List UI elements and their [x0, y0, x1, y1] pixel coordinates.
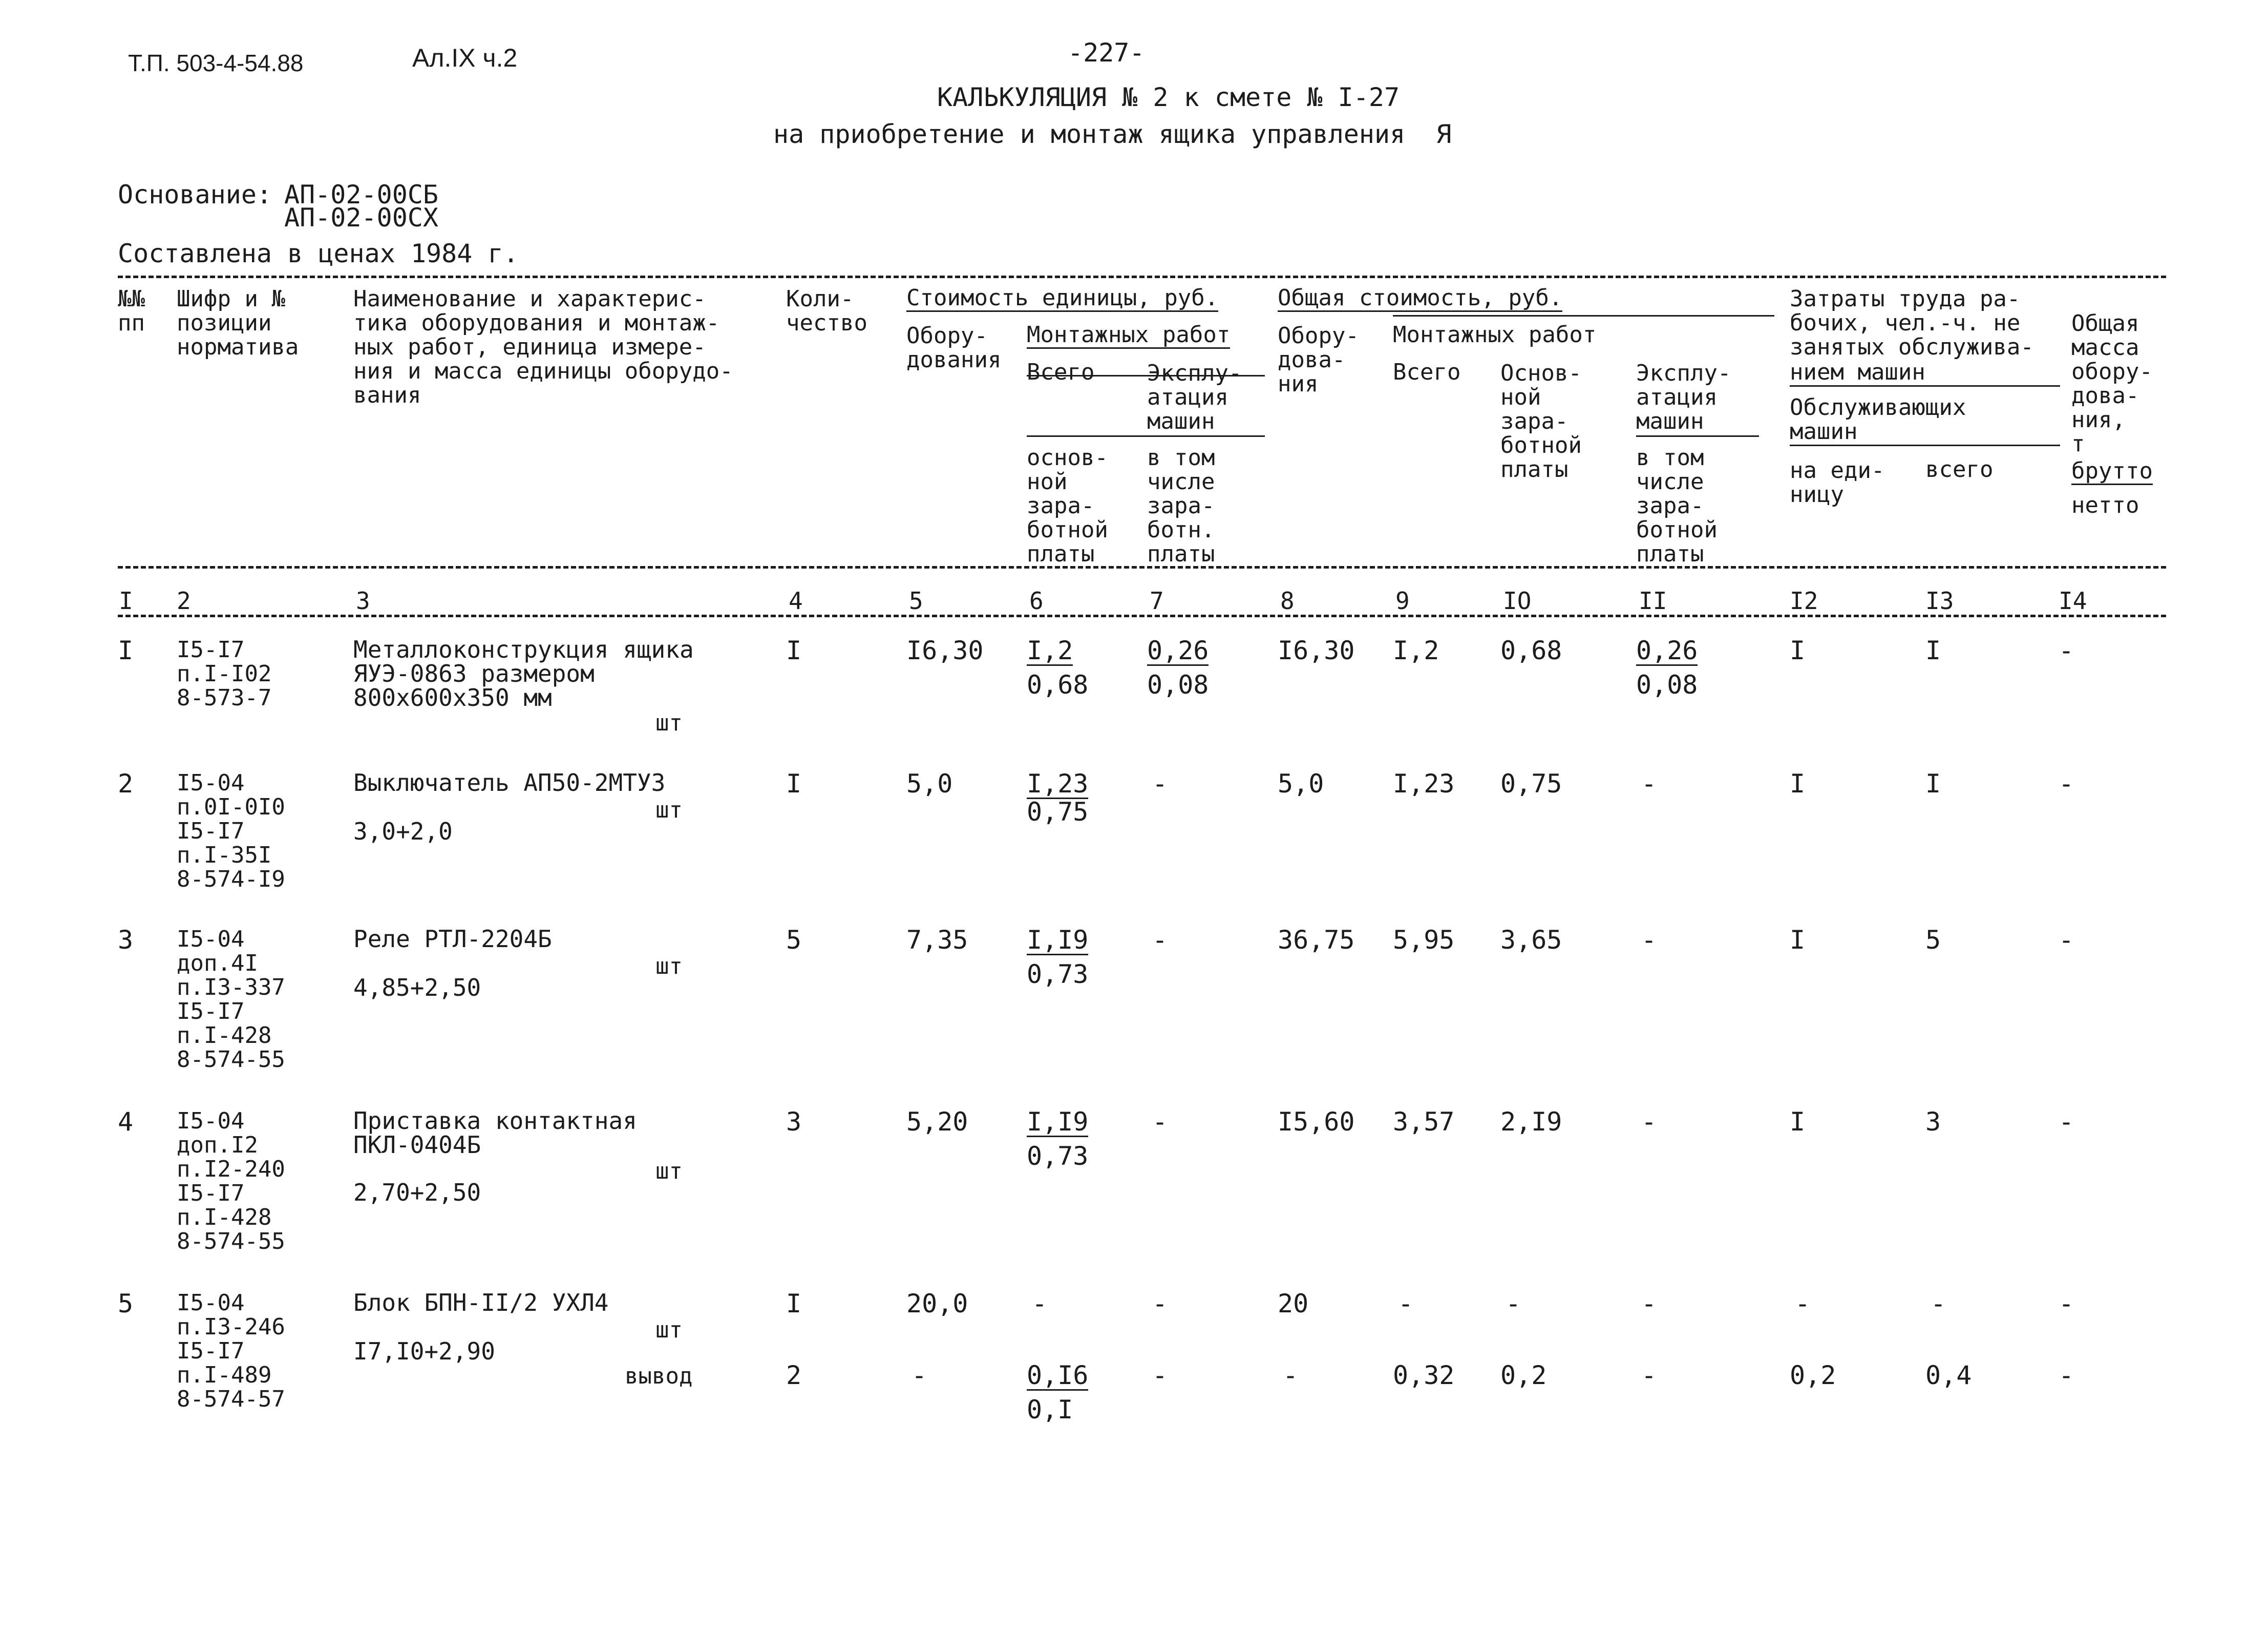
row-machines: - [1152, 769, 1168, 799]
unit-cost-subrule-2 [1027, 435, 1265, 437]
row-unit: шт [655, 797, 683, 823]
row-mount-total: - [1032, 1289, 1048, 1318]
row-unit: шт [655, 710, 683, 736]
row-quantity: 3 [786, 1107, 802, 1137]
row-mass-note: 4,85+2,50 [353, 974, 481, 1001]
row-total-machines: - [1641, 1107, 1657, 1137]
row-unit: шт [655, 953, 683, 979]
row-sub-mount-basic-wage: 0,I [1027, 1395, 1073, 1424]
row-labor-total: 3 [1925, 1107, 1941, 1137]
column-number: 3 [356, 587, 370, 615]
header-machines: Эксплу- атация машин [1147, 360, 1242, 434]
row-number: 3 [118, 925, 134, 955]
album-reference: Ал.IX ч.2 [412, 44, 518, 72]
row-labor-total: 5 [1925, 925, 1941, 955]
row-sub-unit: вывод [625, 1363, 693, 1389]
row-mount-basic-wage: 0,68 [1027, 670, 1089, 700]
header-total-cost: Общая стоимость, руб. [1278, 285, 1563, 311]
header-total-machines-wage: в том числе зара- ботной платы [1636, 445, 1718, 567]
row-total-wage: 3,65 [1500, 925, 1562, 955]
page-number: -227- [1068, 38, 1145, 68]
row-code: I5-04 п.I3-246 I5-I7 п.I-489 8-574-57 [177, 1290, 285, 1412]
row-sub-machines: - [1152, 1360, 1168, 1390]
row-machines: - [1152, 925, 1168, 955]
row-equipment-unit-cost: 20,0 [906, 1289, 968, 1318]
column-number: 5 [909, 587, 923, 615]
header-mounting-works: Монтажных работ [1027, 322, 1231, 348]
row-total-mount: - [1398, 1289, 1414, 1318]
column-number: 6 [1029, 587, 1044, 615]
row-mass-note: 2,70+2,50 [353, 1179, 481, 1206]
header-total-machines: Эксплу- атация машин [1636, 360, 1731, 434]
row-description: Реле РТЛ-2204Б [353, 925, 552, 953]
row-total-machines: - [1641, 925, 1657, 955]
column-number: I3 [1925, 587, 1954, 615]
column-number: I [119, 587, 133, 615]
row-sub-total-machines: - [1641, 1360, 1657, 1390]
row-sub-equipment-total: - [1283, 1360, 1299, 1390]
row-equipment-total: I6,30 [1278, 636, 1355, 665]
header-mount-total: Всего [1027, 359, 1095, 385]
row-code: I5-04 доп.I2 п.I2-240 I5-I7 п.I-428 8-574-55 [177, 1108, 285, 1254]
header-row-number: №№ пп [118, 286, 145, 336]
row-labor-total: I [1925, 636, 1941, 665]
row-unit: шт [655, 1317, 683, 1343]
total-machines-subrule [1636, 435, 1759, 437]
row-sub-mass: - [2059, 1360, 2074, 1390]
row-number: 2 [118, 769, 134, 799]
row-sub-mount-total: 0,I6 [1027, 1360, 1089, 1390]
row-total-wage: 0,75 [1500, 769, 1562, 799]
row-code: I5-04 доп.4I п.I3-337 I5-I7 п.I-428 8-574-55 [177, 926, 285, 1073]
header-machines-wage: в том числе зара- ботн. платы [1147, 445, 1215, 567]
row-quantity: I [786, 769, 802, 799]
row-equipment-total: I5,60 [1278, 1107, 1355, 1137]
row-number: 5 [118, 1289, 134, 1318]
row-equipment-total: 20 [1278, 1289, 1309, 1318]
row-sub-total-wage: 0,2 [1500, 1360, 1547, 1390]
row-sub-labor-total: 0,4 [1925, 1360, 1972, 1390]
row-machines: 0,26 [1147, 636, 1209, 665]
row-sub-labor-per-unit: 0,2 [1790, 1360, 1836, 1390]
header-equipment-unit: Обору- дования [906, 323, 1002, 373]
row-total-machines: 0,26 [1636, 636, 1698, 665]
row-total-mount: 5,95 [1393, 925, 1455, 955]
row-mass-note: 3,0+2,0 [353, 818, 453, 845]
basis-label: Основание: [118, 180, 272, 210]
row-mass: - [2059, 636, 2074, 665]
row-description: Металлоконструкция ящика ЯУЭ-0863 размером 800х600х350 мм [353, 636, 694, 711]
row-labor-per-unit: I [1790, 769, 1806, 799]
row-equipment-unit-cost: 5,20 [906, 1107, 968, 1137]
row-code: I5-I7 п.I-I02 8-573-7 [177, 637, 272, 711]
header-servicing-machines: Обслуживающих машин [1790, 394, 1966, 445]
row-total-machines: - [1641, 769, 1657, 799]
row-machines: - [1152, 1107, 1168, 1137]
column-number: 4 [789, 587, 803, 615]
row-machines-wage: 0,08 [1147, 670, 1209, 700]
row-machines: - [1152, 1289, 1168, 1318]
column-number: IO [1503, 587, 1532, 615]
row-equipment-total: 5,0 [1278, 769, 1324, 799]
row-equipment-unit-cost: 7,35 [906, 925, 968, 955]
row-total-wage: 0,68 [1500, 636, 1562, 665]
row-description: Приставка контактная ПКЛ-0404Б [353, 1107, 637, 1159]
row-mass: - [2059, 1107, 2074, 1137]
row-description: Блок БПН-II/2 УХЛ4 [353, 1289, 609, 1316]
header-equipment-mass: Общая масса обору- дова- ния, т [2071, 310, 2153, 457]
header-equipment-total: Обору- дова- ния [1278, 323, 1359, 397]
row-labor-total: I [1925, 769, 1941, 799]
row-mount-basic-wage: 0,73 [1027, 959, 1089, 989]
column-number: 8 [1280, 587, 1295, 615]
row-total-wage: - [1506, 1289, 1521, 1318]
row-total-mount: I,23 [1393, 769, 1455, 799]
header-basic-wage: основ- ной зара- ботной платы [1027, 445, 1108, 567]
row-mount-basic-wage: 0,73 [1027, 1141, 1089, 1171]
row-mount-total: I,I9 [1027, 925, 1089, 955]
row-description: Выключатель АП50-2МТУЗ [353, 769, 666, 797]
row-mass: - [2059, 925, 2074, 955]
header-labor-not-servicing: нием машин [1790, 359, 1925, 385]
column-number: 2 [177, 587, 191, 615]
row-mass-note: I7,I0+2,90 [353, 1337, 495, 1365]
row-labor-per-unit: - [1795, 1289, 1811, 1318]
header-net: нетто [2071, 492, 2139, 518]
row-mount-total: I,23 [1027, 769, 1089, 799]
row-mount-total: I,2 [1027, 636, 1073, 665]
total-cost-subrule [1393, 315, 1774, 317]
doc-title: КАЛЬКУЛЯЦИЯ № 2 к смете № I-27 [937, 82, 1400, 112]
column-number: I2 [1790, 587, 1818, 615]
header-code: Шифр и № позиции норматива [177, 286, 299, 360]
basis-document-1: АП-02-00СБ [284, 180, 439, 210]
column-number: II [1639, 587, 1667, 615]
header-bottom-rule [118, 566, 2166, 569]
row-labor-total: - [1931, 1289, 1946, 1318]
column-numbers-rule [118, 615, 2166, 617]
row-total-wage: 2,I9 [1500, 1107, 1562, 1137]
row-total-mount: I,2 [1393, 636, 1439, 665]
row-sub-equipment-unit-cost: - [912, 1360, 927, 1390]
row-sub-quantity: 2 [786, 1360, 802, 1390]
header-unit-cost: Стоимость единицы, руб. [906, 285, 1219, 311]
row-labor-per-unit: I [1790, 925, 1806, 955]
header-total-basic-wage: Основ- ной зара- ботной платы [1500, 360, 1582, 483]
row-number: I [118, 636, 134, 665]
row-sub-total-mount: 0,32 [1393, 1360, 1455, 1390]
row-total-machines: - [1641, 1289, 1657, 1318]
row-quantity: I [786, 636, 802, 665]
header-gross: брутто [2071, 458, 2153, 484]
header-labor-per-unit: на еди- ницу [1790, 457, 1885, 508]
row-number: 4 [118, 1107, 134, 1137]
row-mount-total: I,I9 [1027, 1107, 1089, 1137]
row-labor-per-unit: I [1790, 1107, 1806, 1137]
labor-subrule-1 [1790, 385, 2060, 387]
price-base-note: Составлена в ценах 1984 г. [118, 239, 519, 268]
header-labor-costs: Затраты труда ра- бочих, чел.-ч. не занятых обслужива- [1790, 286, 2034, 360]
header-total-mount: Всего [1393, 359, 1461, 385]
row-mass: - [2059, 769, 2074, 799]
row-equipment-unit-cost: 5,0 [906, 769, 953, 799]
header-description: Наименование и характерис- тика оборудования и монтаж- ных работ, единица измере- ния и масса единицы оборудо- вания [353, 286, 733, 408]
row-quantity: I [786, 1289, 802, 1318]
row-code: I5-04 п.0I-0I0 I5-I7 п.I-35I 8-574-I9 [177, 770, 285, 892]
column-number: 9 [1395, 587, 1410, 615]
doc-reference: Т.П. 503-4-54.88 [128, 50, 304, 76]
row-mass: - [2059, 1289, 2074, 1318]
table-top-rule [118, 276, 2166, 278]
header-mounting-works-total: Монтажных работ [1393, 322, 1597, 348]
doc-subtitle: на приобретение и монтаж ящика управления Я [773, 119, 1452, 149]
row-labor-per-unit: I [1790, 636, 1806, 665]
header-labor-total: всего [1925, 456, 1994, 483]
header-quantity: Коли- чество [786, 286, 867, 336]
column-number: I4 [2059, 587, 2087, 615]
row-quantity: 5 [786, 925, 802, 955]
row-mount-basic-wage: 0,75 [1027, 797, 1089, 827]
row-unit: шт [655, 1158, 683, 1184]
row-equipment-total: 36,75 [1278, 925, 1355, 955]
basis-document-2: АП-02-00СХ [284, 203, 439, 233]
column-number: 7 [1150, 587, 1164, 615]
row-total-machines-wage: 0,08 [1636, 670, 1698, 700]
labor-subrule-2 [1790, 445, 2060, 446]
row-total-mount: 3,57 [1393, 1107, 1455, 1137]
row-equipment-unit-cost: I6,30 [906, 636, 984, 665]
